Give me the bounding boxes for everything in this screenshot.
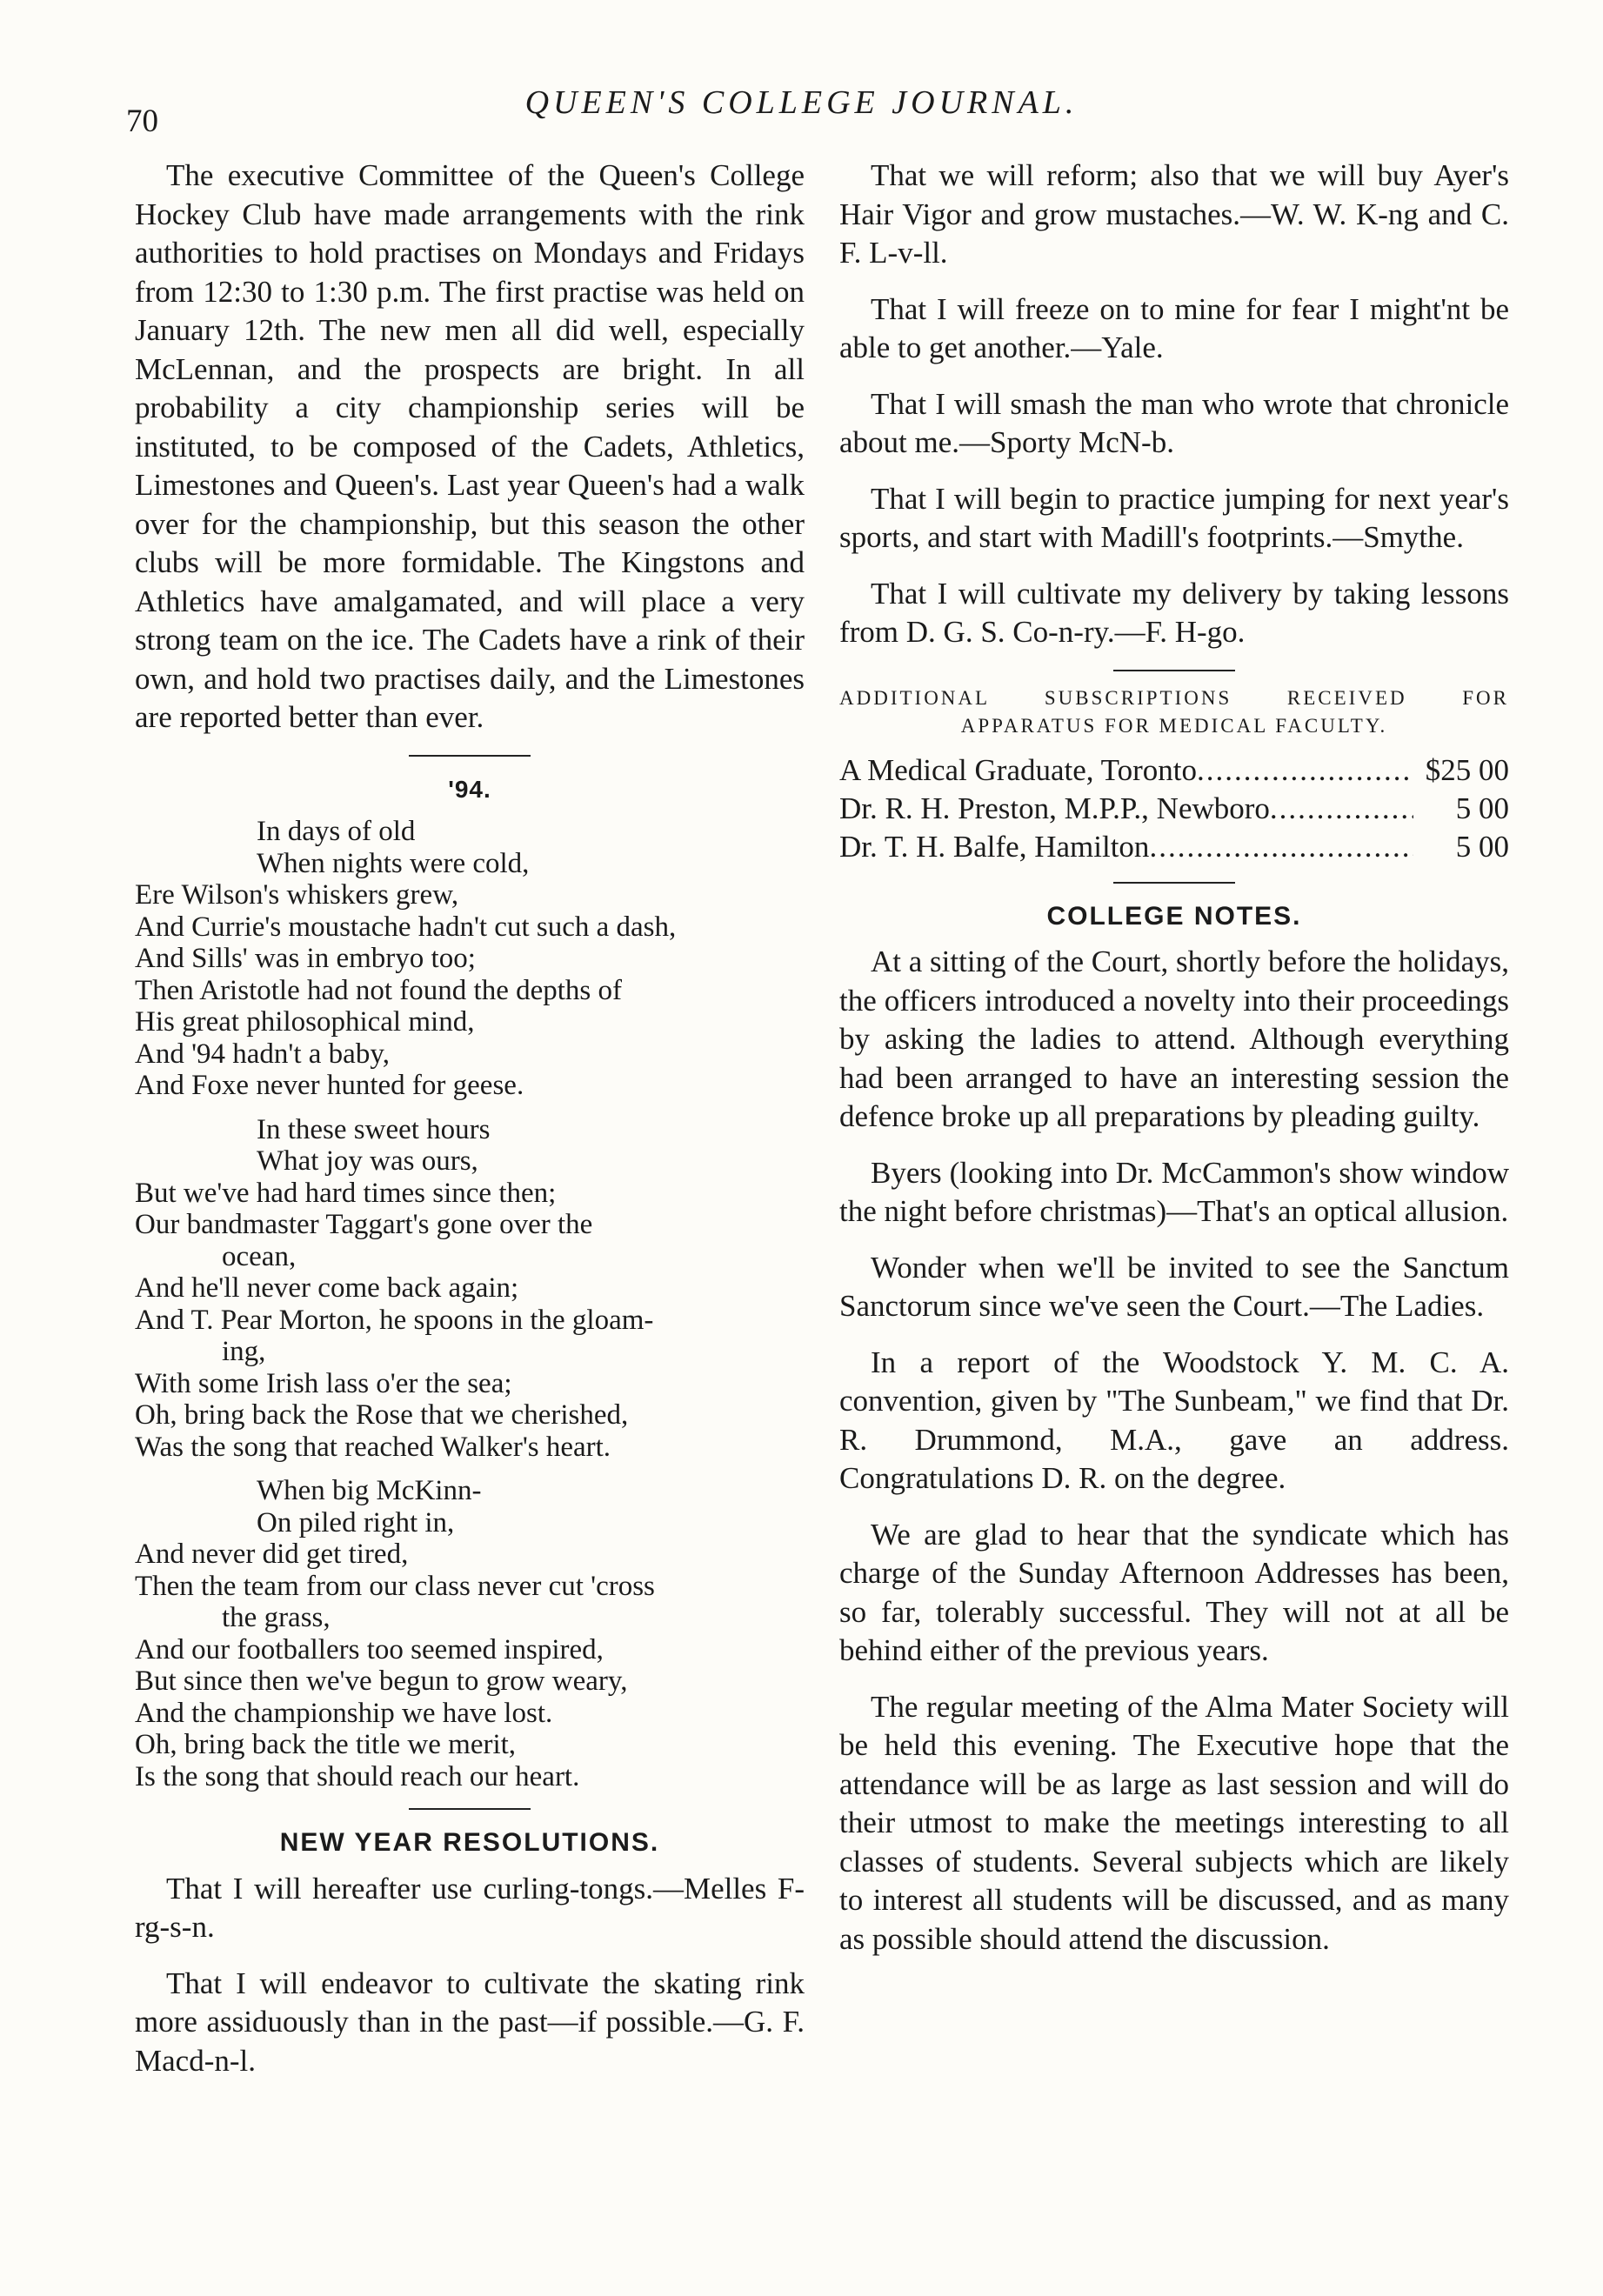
leader-dots — [1149, 828, 1413, 866]
resolution-item: That I will cultivate my delivery by taking lessons from D. G. S. Co-n-ry.—F. H-go. — [839, 576, 1509, 649]
resolution-item: That I will smash the man who wrote that chronicle about me.—Sporty McN-b. — [839, 386, 1509, 459]
poem-line: Oh, bring back the Rose that we cherished, — [135, 1399, 629, 1431]
poem-line: And Foxe never hunted for geese. — [135, 1070, 524, 1101]
stanza-gap — [135, 1463, 805, 1475]
poem-line: On piled right in, — [257, 1506, 455, 1538]
poem-line: When nights were cold, — [257, 847, 530, 879]
poem-line: the grass, — [222, 1602, 331, 1633]
divider-rule — [409, 755, 531, 757]
poem-line: And '94 hadn't a baby, — [135, 1038, 390, 1070]
poem-line: ing, — [222, 1336, 266, 1367]
college-note: At a sitting of the Court, shortly before the holidays, the officers introduced a novelty into their proceedings by asking the ladies to attend. Although everything had been arranged to have an interesting session the defence broke up all preparations by pleading guilty. — [839, 944, 1509, 1133]
poem-line: And he'll never come back again; — [135, 1272, 519, 1304]
poem-line: Oh, bring back the title we merit, — [135, 1729, 517, 1760]
poem-line: Then Aristotle had not found the depths of — [135, 974, 622, 1006]
subscriber-name: Dr. T. H. Balfe, Hamilton — [839, 829, 1150, 864]
hockey-paragraph: The executive Committee of the Queen's College Hockey Club have made arrangements with the rink authorities to hold practises on Mondays and Fridays from 12:30 to 1:30 p.m. The first practise was held on January 12th. The new men all did well, especially McLennan, and the prospects are bright. In all probability a city championship series will be instituted, to be composed of the Cadets, Athletics, Limestones and Queen's. Last year Queen's had a walk over for the championship, but this season the other clubs will be more formidable. The Kingstons and Athletics have amalgamated, and will place a very strong team on the ice. The Cadets have a rink of their own, and hold two practises daily, and the Limestones are reported better than ever. — [135, 158, 805, 734]
college-notes-heading: COLLEGE NOTES. — [1046, 901, 1302, 931]
resolution-item: That I will begin to practice jumping for next year's sports, and start with Madill's footprints.—Smythe. — [839, 481, 1509, 554]
college-note: In a report of the Woodstock Y. M. C. A. convention, given by "The Sunbeam," we find that Dr. R. Drummond, M.A., gave an address. Congratulations D. R. on the degree. — [839, 1345, 1509, 1495]
resolution-item: That we will reform; also that we will buy Ayer's Hair Vigor and grow mustaches.—W. W. K-ng and C. F. L-v-ll. — [839, 158, 1509, 270]
subscription-row — [839, 790, 1509, 828]
college-note: Byers (looking into Dr. McCammon's show window the night before christmas)—That's an optical allusion. — [839, 1155, 1509, 1228]
subscriptions-list — [839, 751, 1509, 866]
resolution-item: That I will endeavor to cultivate the skating rink more assiduously than in the past—if possible.—G. F. Macd-n-l. — [135, 1966, 805, 2078]
poem-line: When big McKinn- — [257, 1475, 482, 1506]
subscription-row — [839, 751, 1509, 790]
poem-line: ocean, — [222, 1240, 297, 1272]
poem-line: And our footballers too seemed inspired, — [135, 1633, 604, 1665]
poem-line: And Sills' was in embryo too; — [135, 943, 476, 974]
subscription-amount: 5 00 — [1455, 791, 1509, 825]
college-note: We are glad to hear that the syndicate which has charge of the Sunday Afternoon Addresses has been, so far, tolerably successful. They will not at all be behind either of the previous years. — [839, 1517, 1509, 1667]
poem-line: With some Irish lass o'er the sea; — [135, 1367, 512, 1399]
poem-line: Ere Wilson's whiskers grew, — [135, 879, 459, 911]
stanza-gap — [135, 1102, 805, 1114]
poem-line: And the championship we have lost. — [135, 1697, 553, 1729]
poem-line: In days of old — [257, 816, 416, 847]
divider-rule — [1113, 882, 1235, 884]
subscription-amount: 5 00 — [1455, 829, 1509, 864]
subscriber-name: Dr. R. H. Preston, M.P.P., Newboro — [839, 791, 1270, 825]
poem-line: And T. Pear Morton, he spoons in the gloam- — [135, 1304, 654, 1336]
poem-line: Then the team from our class never cut 'cross — [135, 1570, 655, 1602]
left-column — [135, 157, 805, 2098]
leader-dots — [1270, 790, 1413, 828]
poem-line: His great philosophical mind, — [135, 1006, 475, 1038]
poem-line: And Currie's moustache hadn't cut such a dash, — [135, 911, 677, 943]
resolution-item: That I will freeze on to mine for fear I might'nt be able to get another.—Yale. — [839, 291, 1509, 364]
poem-line: But we've had hard times since then; — [135, 1177, 557, 1209]
poem-line: What joy was ours, — [257, 1145, 478, 1177]
page-number: 70 — [126, 103, 158, 139]
subscriptions-heading: ADDITIONAL SUBSCRIPTIONS RECEIVED FOR — [839, 686, 1509, 709]
poem-line: Our bandmaster Taggart's gone over the — [135, 1209, 593, 1240]
poem-line: Was the song that reached Walker's heart. — [135, 1431, 611, 1463]
poem-title: '94. — [448, 775, 491, 803]
subscription-amount: $25 00 — [1425, 752, 1509, 787]
poem-line: And never did get tired, — [135, 1538, 409, 1570]
leader-dots — [1197, 751, 1413, 790]
subscription-row — [839, 828, 1509, 866]
resolutions-heading: NEW YEAR RESOLUTIONS. — [279, 1828, 660, 1857]
divider-rule — [409, 1808, 531, 1810]
subscriptions-heading-line-2: APPARATUS FOR MEDICAL FACULTY. — [960, 714, 1388, 737]
resolution-item: That I will hereafter use curling-tongs.—Melles F-rg-s-n. — [135, 1871, 805, 1944]
poem-line: But since then we've begun to grow weary, — [135, 1665, 628, 1697]
college-note: Wonder when we'll be invited to see the Sanctum Sanctorum since we've seen the Court.—The Ladies. — [839, 1250, 1509, 1323]
poem — [135, 816, 805, 1792]
divider-rule — [1113, 670, 1235, 671]
poem-line: Is the song that should reach our heart. — [135, 1760, 580, 1792]
subscriber-name: A Medical Graduate, Toronto — [839, 752, 1197, 787]
poem-line: In these sweet hours — [257, 1113, 491, 1145]
right-column — [839, 157, 1509, 1976]
running-head: QUEEN'S COLLEGE JOURNAL. — [524, 84, 1079, 121]
college-note: The regular meeting of the Alma Mater Society will be held this evening. The Executive hope that the attendance will be as large as last session and will do their utmost to make the meetings interesting to all classes of students. Several subjects which are likely to interest all students will be discussed, and as many as possible should attend the discussion. — [839, 1689, 1509, 1956]
